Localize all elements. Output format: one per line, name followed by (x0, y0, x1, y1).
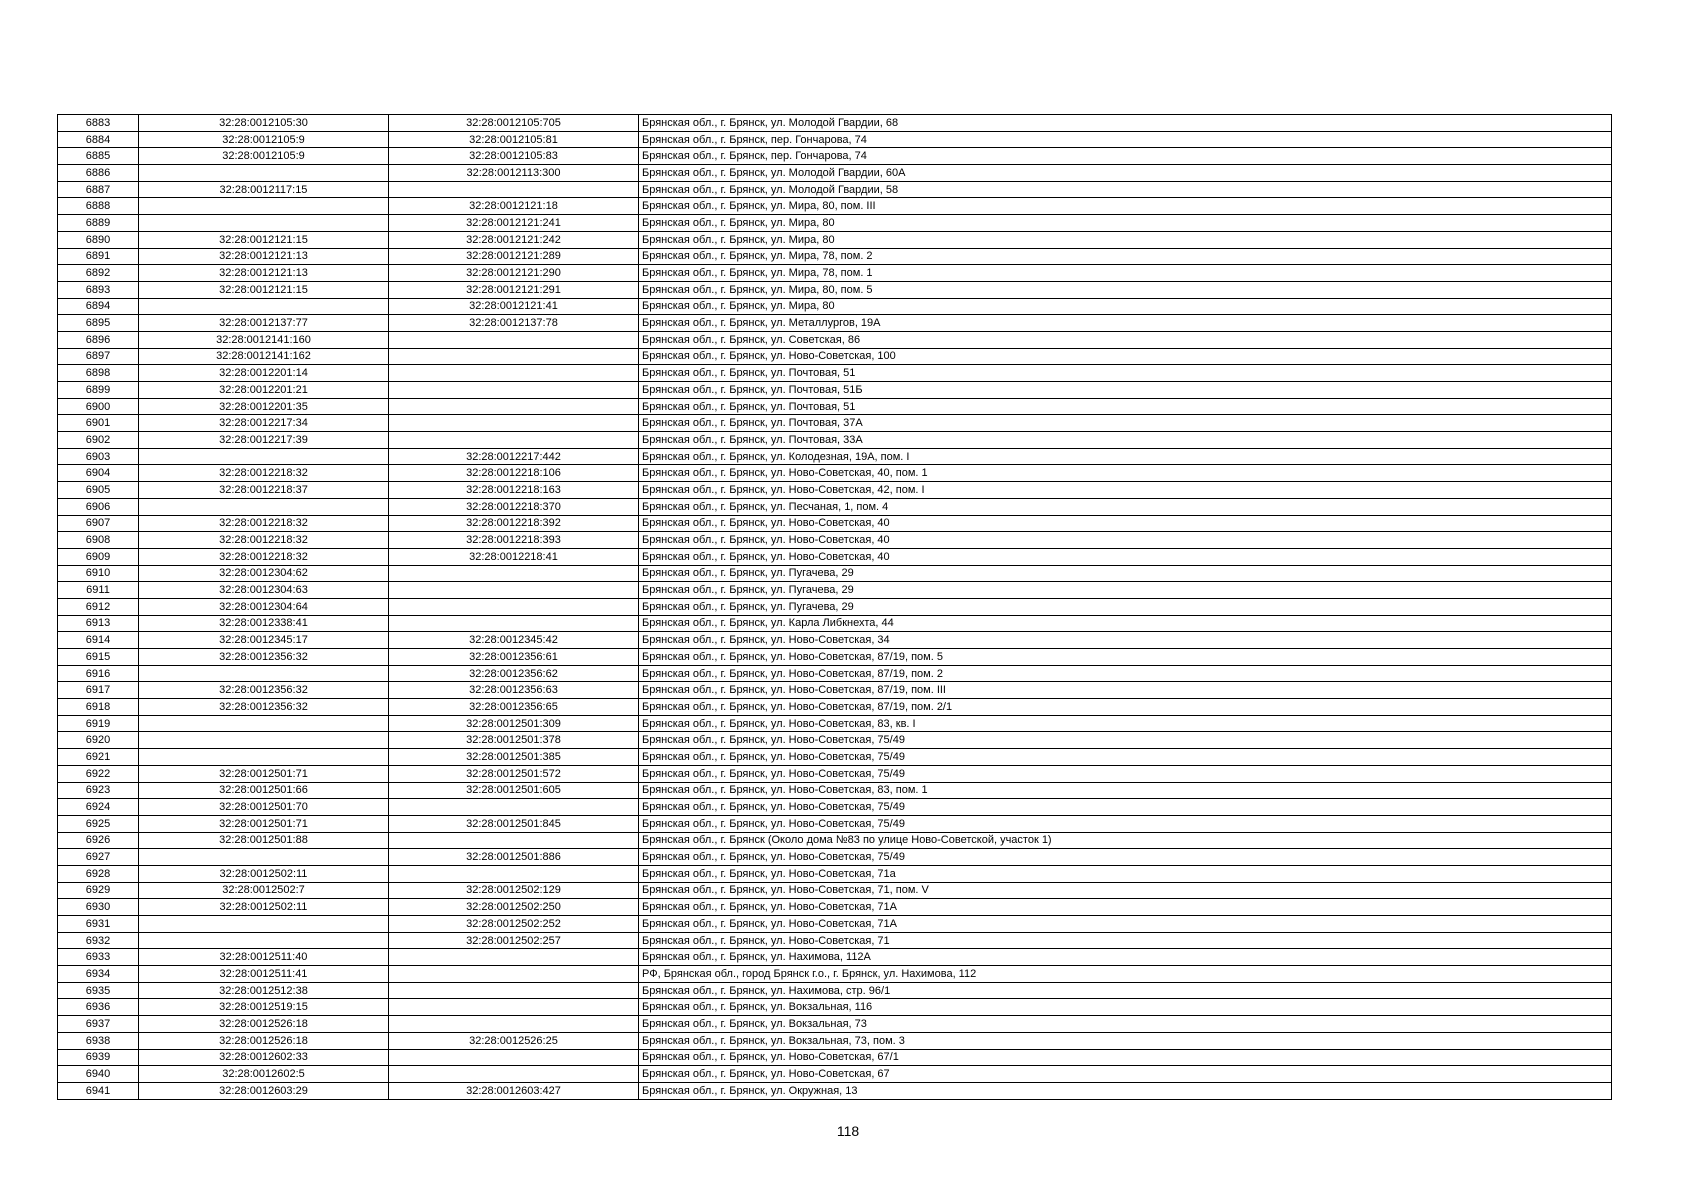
land-cadastral-number-cell: 32:28:0012121:13 (139, 248, 389, 265)
address-cell: Брянская обл., г. Брянск, ул. Ново-Советская, 87/19, пом. 2 (639, 665, 1612, 682)
table-row (58, 665, 1612, 682)
object-cadastral-number-cell (389, 799, 639, 816)
address-cell: Брянская обл., г. Брянск, ул. Вокзальная, 73 (639, 1016, 1612, 1033)
land-cadastral-number-cell: 32:28:0012105:9 (139, 148, 389, 165)
table-row (58, 765, 1612, 782)
address-cell: Брянская обл., г. Брянск, ул. Почтовая, 33А (639, 432, 1612, 449)
row-number-cell: 6911 (58, 582, 139, 599)
object-cadastral-number-cell: 32:28:0012501:886 (389, 849, 639, 866)
land-cadastral-number-cell: 32:28:0012218:32 (139, 532, 389, 549)
address-cell: Брянская обл., г. Брянск, ул. Ново-Советская, 75/49 (639, 815, 1612, 832)
object-cadastral-number-cell (389, 598, 639, 615)
address-cell: Брянская обл., г. Брянск (Около дома №83 по улице Ново-Советской, участок 1) (639, 832, 1612, 849)
address-cell: Брянская обл., г. Брянск, ул. Колодезная, 19А, пом. I (639, 448, 1612, 465)
object-cadastral-number-cell (389, 966, 639, 983)
row-number-cell: 6902 (58, 432, 139, 449)
object-cadastral-number-cell (389, 382, 639, 399)
address-cell: Брянская обл., г. Брянск, ул. Мира, 80, пом. III (639, 198, 1612, 215)
object-cadastral-number-cell (389, 949, 639, 966)
address-cell: Брянская обл., г. Брянск, ул. Ново-Советская, 87/19, пом. 2/1 (639, 699, 1612, 716)
row-number-cell: 6920 (58, 732, 139, 749)
object-cadastral-number-cell (389, 582, 639, 599)
table-row (58, 999, 1612, 1016)
address-cell: Брянская обл., г. Брянск, ул. Вокзальная, 116 (639, 999, 1612, 1016)
row-number-cell: 6936 (58, 999, 139, 1016)
object-cadastral-number-cell: 32:28:0012121:18 (389, 198, 639, 215)
table-row (58, 398, 1612, 415)
object-cadastral-number-cell: 32:28:0012501:378 (389, 732, 639, 749)
address-cell: Брянская обл., г. Брянск, ул. Мира, 80 (639, 215, 1612, 232)
address-cell: Брянская обл., г. Брянск, ул. Ново-Советская, 40, пом. 1 (639, 465, 1612, 482)
object-cadastral-number-cell: 32:28:0012218:392 (389, 515, 639, 532)
address-cell: Брянская обл., г. Брянск, ул. Мира, 80, пом. 5 (639, 281, 1612, 298)
table-row (58, 248, 1612, 265)
row-number-cell: 6931 (58, 916, 139, 933)
address-cell: Брянская обл., г. Брянск, ул. Советская, 86 (639, 331, 1612, 348)
land-cadastral-number-cell: 32:28:0012512:38 (139, 982, 389, 999)
land-cadastral-number-cell: 32:28:0012105:9 (139, 131, 389, 148)
address-cell: Брянская обл., г. Брянск, ул. Ново-Советская, 87/19, пом. 5 (639, 649, 1612, 666)
table-row (58, 1066, 1612, 1083)
address-cell: Брянская обл., г. Брянск, ул. Мира, 78, пом. 1 (639, 265, 1612, 282)
address-cell: Брянская обл., г. Брянск, ул. Ново-Советская, 71, пом. V (639, 882, 1612, 899)
object-cadastral-number-cell: 32:28:0012218:41 (389, 548, 639, 565)
land-cadastral-number-cell: 32:28:0012356:32 (139, 682, 389, 699)
land-cadastral-number-cell: 32:28:0012141:162 (139, 348, 389, 365)
object-cadastral-number-cell: 32:28:0012121:242 (389, 231, 639, 248)
object-cadastral-number-cell (389, 832, 639, 849)
land-cadastral-number-cell: 32:28:0012501:71 (139, 815, 389, 832)
row-number-cell: 6893 (58, 281, 139, 298)
table-row (58, 315, 1612, 332)
row-number-cell: 6908 (58, 532, 139, 549)
row-number-cell: 6938 (58, 1032, 139, 1049)
object-cadastral-number-cell: 32:28:0012121:241 (389, 215, 639, 232)
object-cadastral-number-cell: 32:28:0012501:572 (389, 765, 639, 782)
object-cadastral-number-cell: 32:28:0012121:289 (389, 248, 639, 265)
address-cell: Брянская обл., г. Брянск, ул. Ново-Советская, 40 (639, 532, 1612, 549)
land-cadastral-number-cell (139, 498, 389, 515)
table-row (58, 181, 1612, 198)
table-row (58, 882, 1612, 899)
row-number-cell: 6915 (58, 649, 139, 666)
land-cadastral-number-cell: 32:28:0012217:39 (139, 432, 389, 449)
object-cadastral-number-cell: 32:28:0012218:393 (389, 532, 639, 549)
address-cell: Брянская обл., г. Брянск, ул. Мира, 78, пом. 2 (639, 248, 1612, 265)
address-cell: Брянская обл., г. Брянск, ул. Ново-Советская, 34 (639, 632, 1612, 649)
object-cadastral-number-cell (389, 865, 639, 882)
land-cadastral-number-cell: 32:28:0012526:18 (139, 1016, 389, 1033)
row-number-cell: 6898 (58, 365, 139, 382)
object-cadastral-number-cell: 32:28:0012356:65 (389, 699, 639, 716)
object-cadastral-number-cell: 32:28:0012502:257 (389, 932, 639, 949)
table-row (58, 1082, 1612, 1099)
row-number-cell: 6919 (58, 715, 139, 732)
table-row (58, 432, 1612, 449)
table-row (58, 916, 1612, 933)
address-cell: Брянская обл., г. Брянск, ул. Почтовая, 51 (639, 365, 1612, 382)
row-number-cell: 6906 (58, 498, 139, 515)
object-cadastral-number-cell (389, 1016, 639, 1033)
land-cadastral-number-cell: 32:28:0012218:32 (139, 548, 389, 565)
table-row (58, 699, 1612, 716)
land-cadastral-number-cell (139, 665, 389, 682)
land-cadastral-number-cell: 32:28:0012603:29 (139, 1082, 389, 1099)
land-cadastral-number-cell: 32:28:0012501:71 (139, 765, 389, 782)
table-row (58, 582, 1612, 599)
table-row (58, 215, 1612, 232)
row-number-cell: 6934 (58, 966, 139, 983)
address-cell: РФ, Брянская обл., город Брянск г.о., г. Брянск, ул. Нахимова, 112 (639, 966, 1612, 983)
property-table (57, 114, 1612, 1100)
land-cadastral-number-cell: 32:28:0012502:7 (139, 882, 389, 899)
row-number-cell: 6904 (58, 465, 139, 482)
address-cell: Брянская обл., г. Брянск, ул. Мира, 80 (639, 231, 1612, 248)
land-cadastral-number-cell (139, 749, 389, 766)
table-row (58, 982, 1612, 999)
land-cadastral-number-cell (139, 715, 389, 732)
address-cell: Брянская обл., г. Брянск, ул. Ново-Советская, 67 (639, 1066, 1612, 1083)
table-row (58, 365, 1612, 382)
address-cell: Брянская обл., г. Брянск, ул. Молодой Гвардии, 68 (639, 115, 1612, 132)
row-number-cell: 6926 (58, 832, 139, 849)
address-cell: Брянская обл., г. Брянск, ул. Молодой Гвардии, 58 (639, 181, 1612, 198)
row-number-cell: 6901 (58, 415, 139, 432)
address-cell: Брянская обл., г. Брянск, ул. Ново-Советская, 67/1 (639, 1049, 1612, 1066)
address-cell: Брянская обл., г. Брянск, ул. Песчаная, 1, пом. 4 (639, 498, 1612, 515)
object-cadastral-number-cell (389, 1066, 639, 1083)
address-cell: Брянская обл., г. Брянск, пер. Гончарова, 74 (639, 131, 1612, 148)
land-cadastral-number-cell: 32:28:0012602:33 (139, 1049, 389, 1066)
object-cadastral-number-cell (389, 615, 639, 632)
object-cadastral-number-cell (389, 331, 639, 348)
table-row (58, 448, 1612, 465)
object-cadastral-number-cell (389, 348, 639, 365)
address-cell: Брянская обл., г. Брянск, ул. Ново-Советская, 40 (639, 548, 1612, 565)
row-number-cell: 6888 (58, 198, 139, 215)
address-cell: Брянская обл., г. Брянск, ул. Ново-Советская, 83, пом. 1 (639, 782, 1612, 799)
address-cell: Брянская обл., г. Брянск, ул. Ново-Советская, 75/49 (639, 732, 1612, 749)
row-number-cell: 6895 (58, 315, 139, 332)
land-cadastral-number-cell (139, 932, 389, 949)
land-cadastral-number-cell (139, 732, 389, 749)
row-number-cell: 6927 (58, 849, 139, 866)
address-cell: Брянская обл., г. Брянск, ул. Ново-Советская, 71А (639, 916, 1612, 933)
object-cadastral-number-cell: 32:28:0012501:605 (389, 782, 639, 799)
row-number-cell: 6937 (58, 1016, 139, 1033)
table-row (58, 749, 1612, 766)
table-row (58, 565, 1612, 582)
row-number-cell: 6891 (58, 248, 139, 265)
row-number-cell: 6912 (58, 598, 139, 615)
address-cell: Брянская обл., г. Брянск, ул. Ново-Советская, 75/49 (639, 849, 1612, 866)
row-number-cell: 6910 (58, 565, 139, 582)
address-cell: Брянская обл., г. Брянск, ул. Ново-Советская, 42, пом. I (639, 482, 1612, 499)
land-cadastral-number-cell: 32:28:0012121:13 (139, 265, 389, 282)
address-cell: Брянская обл., г. Брянск, ул. Ново-Советская, 71А (639, 899, 1612, 916)
object-cadastral-number-cell: 32:28:0012218:163 (389, 482, 639, 499)
table-row (58, 515, 1612, 532)
row-number-cell: 6922 (58, 765, 139, 782)
address-cell: Брянская обл., г. Брянск, ул. Почтовая, 51 (639, 398, 1612, 415)
land-cadastral-number-cell (139, 165, 389, 182)
row-number-cell: 6924 (58, 799, 139, 816)
land-cadastral-number-cell: 32:28:0012117:15 (139, 181, 389, 198)
land-cadastral-number-cell: 32:28:0012201:14 (139, 365, 389, 382)
row-number-cell: 6894 (58, 298, 139, 315)
address-cell: Брянская обл., г. Брянск, ул. Почтовая, 37А (639, 415, 1612, 432)
row-number-cell: 6883 (58, 115, 139, 132)
land-cadastral-number-cell: 32:28:0012141:160 (139, 331, 389, 348)
address-cell: Брянская обл., г. Брянск, ул. Нахимова, 112А (639, 949, 1612, 966)
land-cadastral-number-cell: 32:28:0012218:37 (139, 482, 389, 499)
land-cadastral-number-cell (139, 916, 389, 933)
table-row (58, 548, 1612, 565)
address-cell: Брянская обл., г. Брянск, ул. Пугачева, 29 (639, 582, 1612, 599)
land-cadastral-number-cell: 32:28:0012217:34 (139, 415, 389, 432)
table-row (58, 532, 1612, 549)
land-cadastral-number-cell: 32:28:0012345:17 (139, 632, 389, 649)
object-cadastral-number-cell: 32:28:0012502:250 (389, 899, 639, 916)
address-cell: Брянская обл., г. Брянск, ул. Пугачева, 29 (639, 598, 1612, 615)
address-cell: Брянская обл., г. Брянск, ул. Нахимова, стр. 96/1 (639, 982, 1612, 999)
row-number-cell: 6887 (58, 181, 139, 198)
land-cadastral-number-cell: 32:28:0012218:32 (139, 515, 389, 532)
land-cadastral-number-cell: 32:28:0012201:21 (139, 382, 389, 399)
table-row (58, 298, 1612, 315)
object-cadastral-number-cell: 32:28:0012526:25 (389, 1032, 639, 1049)
object-cadastral-number-cell: 32:28:0012502:252 (389, 916, 639, 933)
table-row (58, 899, 1612, 916)
object-cadastral-number-cell: 32:28:0012501:309 (389, 715, 639, 732)
land-cadastral-number-cell (139, 198, 389, 215)
address-cell: Брянская обл., г. Брянск, пер. Гончарова, 74 (639, 148, 1612, 165)
object-cadastral-number-cell: 32:28:0012603:427 (389, 1082, 639, 1099)
row-number-cell: 6935 (58, 982, 139, 999)
land-cadastral-number-cell: 32:28:0012338:41 (139, 615, 389, 632)
land-cadastral-number-cell (139, 298, 389, 315)
table-row (58, 715, 1612, 732)
row-number-cell: 6928 (58, 865, 139, 882)
address-cell: Брянская обл., г. Брянск, ул. Почтовая, 51Б (639, 382, 1612, 399)
table-row (58, 1032, 1612, 1049)
row-number-cell: 6941 (58, 1082, 139, 1099)
row-number-cell: 6930 (58, 899, 139, 916)
row-number-cell: 6918 (58, 699, 139, 716)
object-cadastral-number-cell: 32:28:0012218:106 (389, 465, 639, 482)
table-row (58, 231, 1612, 248)
object-cadastral-number-cell (389, 432, 639, 449)
object-cadastral-number-cell: 32:28:0012356:62 (389, 665, 639, 682)
row-number-cell: 6913 (58, 615, 139, 632)
row-number-cell: 6903 (58, 448, 139, 465)
table-row (58, 815, 1612, 832)
row-number-cell: 6905 (58, 482, 139, 499)
row-number-cell: 6907 (58, 515, 139, 532)
land-cadastral-number-cell: 32:28:0012526:18 (139, 1032, 389, 1049)
object-cadastral-number-cell: 32:28:0012217:442 (389, 448, 639, 465)
land-cadastral-number-cell: 32:28:0012356:32 (139, 699, 389, 716)
land-cadastral-number-cell (139, 448, 389, 465)
table-row (58, 782, 1612, 799)
table-row (58, 1049, 1612, 1066)
table-row (58, 949, 1612, 966)
row-number-cell: 6899 (58, 382, 139, 399)
page-number: 118 (836, 1123, 860, 1139)
object-cadastral-number-cell: 32:28:0012121:290 (389, 265, 639, 282)
row-number-cell: 6933 (58, 949, 139, 966)
object-cadastral-number-cell: 32:28:0012356:63 (389, 682, 639, 699)
table-row (58, 115, 1612, 132)
table-row (58, 348, 1612, 365)
object-cadastral-number-cell: 32:28:0012105:81 (389, 131, 639, 148)
object-cadastral-number-cell (389, 1049, 639, 1066)
table-row (58, 1016, 1612, 1033)
row-number-cell: 6940 (58, 1066, 139, 1083)
address-cell: Брянская обл., г. Брянск, ул. Ново-Советская, 75/49 (639, 765, 1612, 782)
row-number-cell: 6923 (58, 782, 139, 799)
table-row (58, 832, 1612, 849)
object-cadastral-number-cell: 32:28:0012113:300 (389, 165, 639, 182)
table-row (58, 265, 1612, 282)
table-row (58, 415, 1612, 432)
address-cell: Брянская обл., г. Брянск, ул. Ново-Советская, 100 (639, 348, 1612, 365)
row-number-cell: 6932 (58, 932, 139, 949)
table-row (58, 465, 1612, 482)
object-cadastral-number-cell: 32:28:0012105:705 (389, 115, 639, 132)
row-number-cell: 6916 (58, 665, 139, 682)
table-row (58, 382, 1612, 399)
address-cell: Брянская обл., г. Брянск, ул. Карла Либкнехта, 44 (639, 615, 1612, 632)
table-row (58, 482, 1612, 499)
table-row (58, 148, 1612, 165)
row-number-cell: 6885 (58, 148, 139, 165)
address-cell: Брянская обл., г. Брянск, ул. Ново-Советская, 40 (639, 515, 1612, 532)
object-cadastral-number-cell (389, 999, 639, 1016)
table-row (58, 281, 1612, 298)
address-cell: Брянская обл., г. Брянск, ул. Ново-Советская, 83, кв. I (639, 715, 1612, 732)
address-cell: Брянская обл., г. Брянск, ул. Ново-Советская, 87/19, пом. III (639, 682, 1612, 699)
address-cell: Брянская обл., г. Брянск, ул. Ново-Советская, 75/49 (639, 749, 1612, 766)
table-row (58, 732, 1612, 749)
table-row (58, 966, 1612, 983)
object-cadastral-number-cell: 32:28:0012356:61 (389, 649, 639, 666)
land-cadastral-number-cell: 32:28:0012501:66 (139, 782, 389, 799)
row-number-cell: 6889 (58, 215, 139, 232)
object-cadastral-number-cell: 32:28:0012121:41 (389, 298, 639, 315)
row-number-cell: 6892 (58, 265, 139, 282)
row-number-cell: 6939 (58, 1049, 139, 1066)
object-cadastral-number-cell: 32:28:0012501:845 (389, 815, 639, 832)
object-cadastral-number-cell: 32:28:0012137:78 (389, 315, 639, 332)
object-cadastral-number-cell (389, 181, 639, 198)
row-number-cell: 6884 (58, 131, 139, 148)
table-row (58, 632, 1612, 649)
address-cell: Брянская обл., г. Брянск, ул. Пугачева, 29 (639, 565, 1612, 582)
land-cadastral-number-cell: 32:28:0012304:62 (139, 565, 389, 582)
table-row (58, 865, 1612, 882)
table-row (58, 615, 1612, 632)
land-cadastral-number-cell (139, 215, 389, 232)
table-row (58, 198, 1612, 215)
row-number-cell: 6925 (58, 815, 139, 832)
land-cadastral-number-cell: 32:28:0012121:15 (139, 231, 389, 248)
table-row (58, 799, 1612, 816)
row-number-cell: 6890 (58, 231, 139, 248)
address-cell: Брянская обл., г. Брянск, ул. Ново-Советская, 71 (639, 932, 1612, 949)
land-cadastral-number-cell (139, 849, 389, 866)
object-cadastral-number-cell: 32:28:0012501:385 (389, 749, 639, 766)
object-cadastral-number-cell: 32:28:0012218:370 (389, 498, 639, 515)
row-number-cell: 6909 (58, 548, 139, 565)
land-cadastral-number-cell: 32:28:0012105:30 (139, 115, 389, 132)
object-cadastral-number-cell (389, 365, 639, 382)
object-cadastral-number-cell: 32:28:0012502:129 (389, 882, 639, 899)
land-cadastral-number-cell: 32:28:0012602:5 (139, 1066, 389, 1083)
table-row (58, 682, 1612, 699)
table-row (58, 849, 1612, 866)
land-cadastral-number-cell: 32:28:0012511:41 (139, 966, 389, 983)
row-number-cell: 6886 (58, 165, 139, 182)
object-cadastral-number-cell (389, 565, 639, 582)
object-cadastral-number-cell (389, 415, 639, 432)
land-cadastral-number-cell: 32:28:0012511:40 (139, 949, 389, 966)
table-row (58, 131, 1612, 148)
address-cell: Брянская обл., г. Брянск, ул. Ново-Советская, 71а (639, 865, 1612, 882)
object-cadastral-number-cell (389, 982, 639, 999)
row-number-cell: 6929 (58, 882, 139, 899)
address-cell: Брянская обл., г. Брянск, ул. Вокзальная, 73, пом. 3 (639, 1032, 1612, 1049)
table-row (58, 598, 1612, 615)
object-cadastral-number-cell: 32:28:0012345:42 (389, 632, 639, 649)
object-cadastral-number-cell: 32:28:0012105:83 (389, 148, 639, 165)
address-cell: Брянская обл., г. Брянск, ул. Ново-Советская, 75/49 (639, 799, 1612, 816)
table-row (58, 932, 1612, 949)
object-cadastral-number-cell: 32:28:0012121:291 (389, 281, 639, 298)
row-number-cell: 6917 (58, 682, 139, 699)
land-cadastral-number-cell: 32:28:0012356:32 (139, 649, 389, 666)
table-row (58, 498, 1612, 515)
object-cadastral-number-cell (389, 398, 639, 415)
table-row (58, 331, 1612, 348)
address-cell: Брянская обл., г. Брянск, ул. Молодой Гвардии, 60А (639, 165, 1612, 182)
address-cell: Брянская обл., г. Брянск, ул. Металлургов, 19А (639, 315, 1612, 332)
land-cadastral-number-cell: 32:28:0012502:11 (139, 865, 389, 882)
table-body (58, 115, 1612, 1100)
row-number-cell: 6914 (58, 632, 139, 649)
table-row (58, 649, 1612, 666)
table-row (58, 165, 1612, 182)
land-cadastral-number-cell: 32:28:0012304:64 (139, 598, 389, 615)
land-cadastral-number-cell: 32:28:0012121:15 (139, 281, 389, 298)
row-number-cell: 6900 (58, 398, 139, 415)
row-number-cell: 6896 (58, 331, 139, 348)
row-number-cell: 6921 (58, 749, 139, 766)
address-cell: Брянская обл., г. Брянск, ул. Мира, 80 (639, 298, 1612, 315)
row-number-cell: 6897 (58, 348, 139, 365)
land-cadastral-number-cell: 32:28:0012201:35 (139, 398, 389, 415)
land-cadastral-number-cell: 32:28:0012519:15 (139, 999, 389, 1016)
land-cadastral-number-cell: 32:28:0012501:70 (139, 799, 389, 816)
land-cadastral-number-cell: 32:28:0012304:63 (139, 582, 389, 599)
land-cadastral-number-cell: 32:28:0012218:32 (139, 465, 389, 482)
land-cadastral-number-cell: 32:28:0012137:77 (139, 315, 389, 332)
land-cadastral-number-cell: 32:28:0012501:88 (139, 832, 389, 849)
land-cadastral-number-cell: 32:28:0012502:11 (139, 899, 389, 916)
address-cell: Брянская обл., г. Брянск, ул. Окружная, 13 (639, 1082, 1612, 1099)
